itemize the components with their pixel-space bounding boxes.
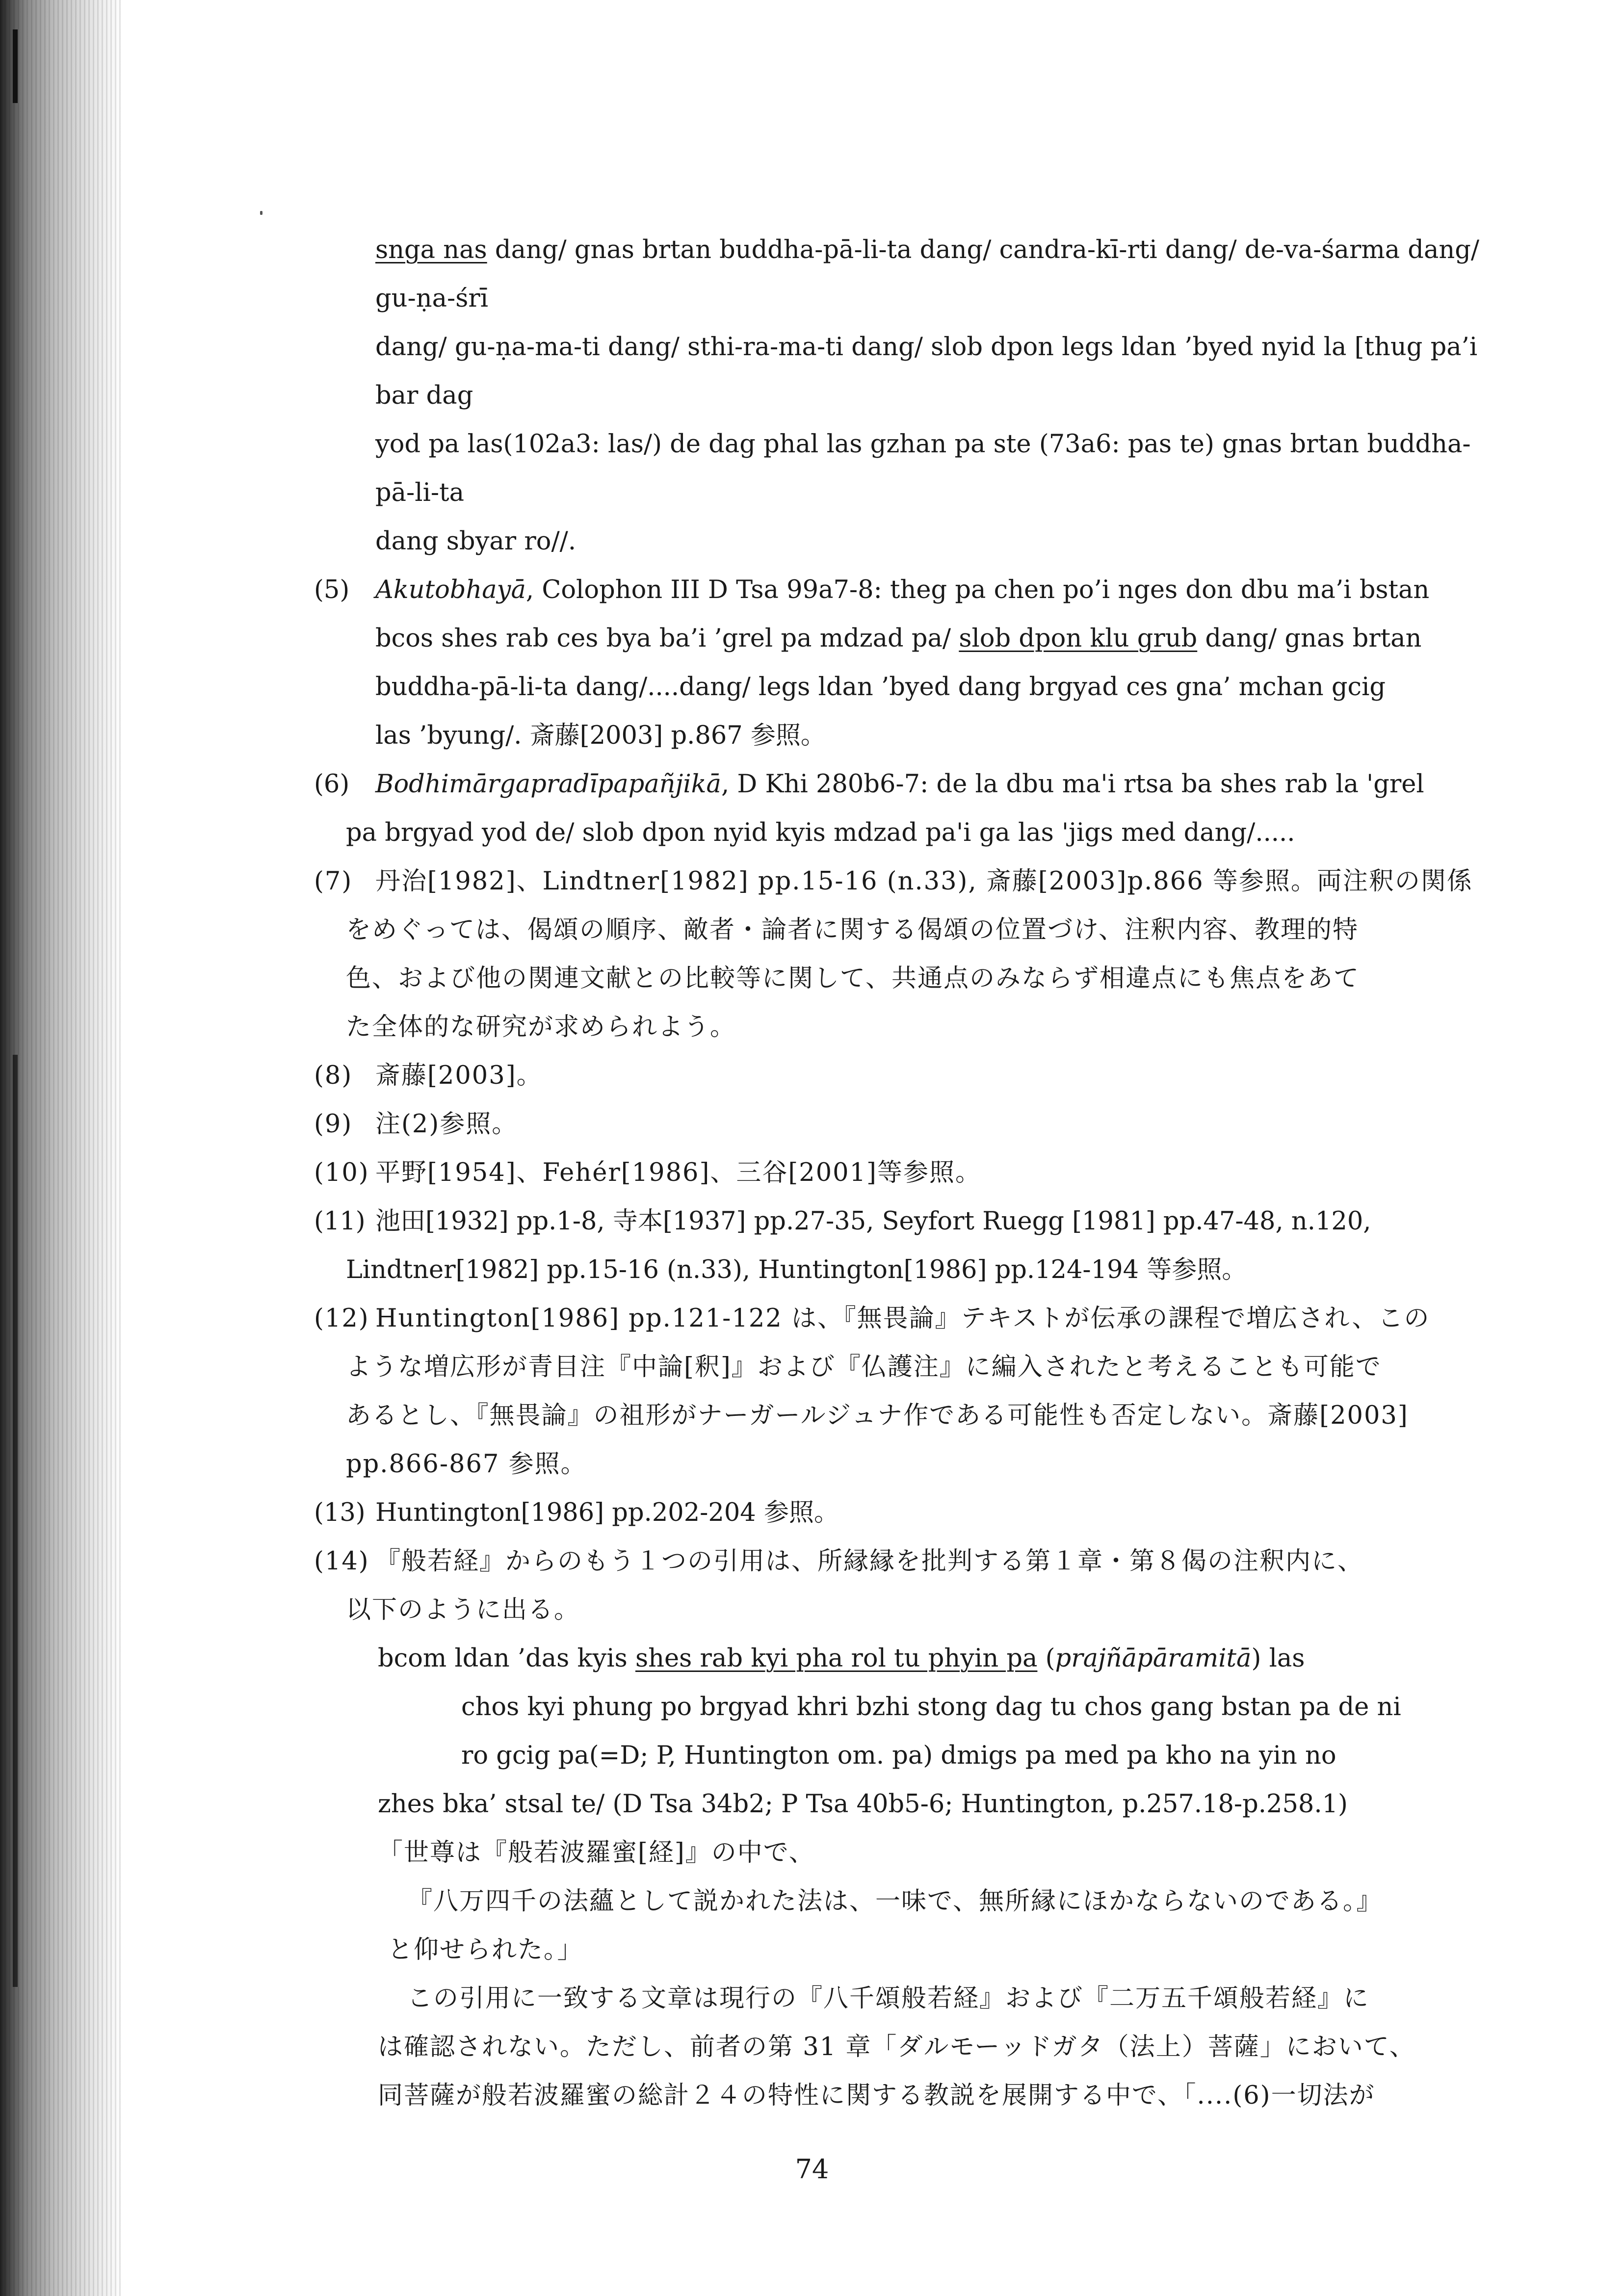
note-number: (14) bbox=[314, 1547, 369, 1576]
italic-term: prajñāpāramitā bbox=[1055, 1644, 1252, 1673]
note-9 bbox=[314, 1100, 1506, 1148]
text-title: Akutobhayā bbox=[375, 575, 526, 604]
binding-shadow bbox=[0, 0, 123, 2296]
text-line: 色、および他の関連文献との比較等に関して、共通点のみならず相違点にも焦点をあて bbox=[346, 964, 1360, 993]
tibetan-quote-line bbox=[314, 1634, 1506, 1683]
text-line: las ’byung/. 斎藤[2003] p.867 参照。 bbox=[375, 721, 826, 750]
binding-edge-mark bbox=[13, 1055, 18, 1987]
japanese-translation-line: 『八万四千の法蘊として説かれた法は、一味で、無所縁にほかならないのである。』 bbox=[407, 1887, 1383, 1916]
underlined-term: slob dpon klu grub bbox=[959, 624, 1198, 653]
text-line: 丹治[1982]、Lindtner[1982] pp.15-16 (n.33), 斎藤[2003]p.866 等参照。両注釈の関係 bbox=[375, 867, 1473, 896]
note-14 bbox=[314, 1537, 1506, 1634]
text-line: pa brgyad yod de/ slob dpon nyid kyis mdzad pa'i ga las 'jigs med dang/..... bbox=[346, 818, 1295, 847]
text-line: bcom ldan ’das kyis bbox=[378, 1644, 635, 1673]
text-line: この引用に一致する文章は現行の『八千頌般若経』および『二万五千頌般若経』に bbox=[407, 1984, 1370, 2013]
note-10 bbox=[314, 1148, 1506, 1197]
text-line: 『般若経』からのもう１つの引用は、所縁縁を批判する第１章・第８偈の注釈内に、 bbox=[375, 1547, 1364, 1576]
text-line: をめぐっては、偈頌の順序、敵者・論者に関する偈頌の位置づけ、注釈内容、教理的特 bbox=[346, 915, 1359, 944]
note-8 bbox=[314, 1051, 1506, 1100]
note-7 bbox=[314, 857, 1506, 1051]
text-line: dang/ gnas brtan bbox=[1197, 624, 1422, 653]
text-line: 斎藤[2003]。 bbox=[375, 1061, 543, 1090]
text-line: buddha-pā-li-ta dang/....dang/ legs ldan ’byed dang brgyad ces gna’ mchan gcig bbox=[375, 673, 1386, 702]
note-number: (8) bbox=[314, 1061, 353, 1090]
note-number: (11) bbox=[314, 1207, 366, 1236]
text-line: Huntington[1986] pp.202-204 参照。 bbox=[375, 1498, 839, 1527]
underlined-term: snga nas bbox=[375, 235, 487, 264]
text-line: は確認されない。ただし、前者の第 31 章「ダルモーッドガタ（法上）菩薩」において、 bbox=[378, 2033, 1415, 2061]
text-line: dang/ gu-ṇa-ma-ti dang/ sthi-ra-ma-ti dang/ slob dpon legs ldan ’byed nyid la [thug pa’i bar dag bbox=[375, 333, 1478, 410]
note-4-continuation bbox=[314, 226, 1506, 566]
note-number: (6) bbox=[314, 770, 350, 799]
note-number: (10) bbox=[314, 1158, 369, 1187]
text-line: ) las bbox=[1251, 1644, 1305, 1673]
text-line: Lindtner[1982] pp.15-16 (n.33), Huntington[1986] pp.124-194 等参照。 bbox=[346, 1255, 1247, 1284]
binding-edge-mark bbox=[13, 29, 18, 103]
tibetan-quote-line: ro gcig pa(=D; P, Huntington om. pa) dmigs pa med pa kho na yin no bbox=[461, 1741, 1336, 1770]
text-line: yod pa las(102a3: las/) de dag phal las gzhan pa ste (73a6: pas te) gnas brtan buddha-pā-li-ta bbox=[375, 430, 1471, 507]
text-line: 以下のように出る。 bbox=[346, 1595, 580, 1624]
note-13 bbox=[314, 1488, 1506, 1537]
page-number: 74 bbox=[795, 2154, 829, 2185]
text-line: Huntington[1986] pp.121-122 は、『無畏論』テキストが伝承の課程で増広され、この bbox=[375, 1304, 1430, 1333]
tibetan-quote-line: zhes bka’ stsal te/ (D Tsa 34b2; P Tsa 40b5-6; Huntington, p.257.18-p.258.1) bbox=[378, 1790, 1348, 1819]
text-title: Bodhimārgapradīpapañjikā bbox=[375, 770, 721, 799]
scan-speck bbox=[260, 211, 262, 215]
note-number: (9) bbox=[314, 1110, 353, 1139]
text-line: 池田[1932] pp.1-8, 寺本[1937] pp.27-35, Seyfort Ruegg [1981] pp.47-48, n.120, bbox=[375, 1207, 1371, 1236]
text-line: ( bbox=[1037, 1644, 1055, 1673]
note-number: (12) bbox=[314, 1304, 369, 1333]
note-number: (7) bbox=[314, 867, 353, 896]
note-5 bbox=[314, 566, 1506, 760]
text-line: ような増広形が青目注『中論[釈]』および『仏護注』に編入されたと考えることも可能で bbox=[346, 1353, 1382, 1382]
text-line: pp.866-867 参照。 bbox=[346, 1450, 587, 1479]
note-12 bbox=[314, 1294, 1506, 1488]
text-line: dang sbyar ro//. bbox=[375, 527, 576, 556]
notes-body bbox=[314, 226, 1506, 2120]
text-line: あるとし、『無畏論』の祖形がナーガールジュナ作である可能性も否定しない。斎藤[2003] bbox=[346, 1401, 1409, 1430]
note-number: (5) bbox=[314, 575, 350, 604]
japanese-translation-line: 「世尊は『般若波羅蜜[経]』の中で、 bbox=[378, 1838, 815, 1867]
text-line: , Colophon III D Tsa 99a7-8: theg pa chen po’i nges don dbu ma’i bstan bbox=[525, 575, 1430, 604]
text-line: 同菩薩が般若波羅蜜の総計２４の特性に関する教説を展開する中で、「....(6)一切法が bbox=[378, 2081, 1375, 2110]
note-6 bbox=[314, 760, 1506, 857]
underlined-term: shes rab kyi pha rol tu phyin pa bbox=[635, 1644, 1038, 1673]
text-line: bcos shes rab ces bya ba’i ’grel pa mdzad pa/ bbox=[375, 624, 959, 653]
text-line: 注(2)参照。 bbox=[375, 1110, 518, 1139]
text-line: , D Khi 280b6-7: de la dbu ma'i rtsa ba shes rab la 'grel bbox=[721, 770, 1424, 799]
text-line: た全体的な研究が求められよう。 bbox=[346, 1013, 736, 1042]
note-11 bbox=[314, 1197, 1506, 1294]
tibetan-quote-line: chos kyi phung po brgyad khri bzhi stong dag tu chos gang bstan pa de ni bbox=[461, 1693, 1401, 1722]
text-line: dang/ gnas brtan buddha-pā-li-ta dang/ candra-kī-rti dang/ de-va-śarma dang/ gu-ṇa-śrī bbox=[375, 235, 1480, 313]
japanese-translation-line: と仰せられた。」 bbox=[388, 1935, 583, 1964]
text-line: 平野[1954]、Fehér[1986]、三谷[2001]等参照。 bbox=[375, 1158, 981, 1187]
note-number: (13) bbox=[314, 1498, 366, 1527]
